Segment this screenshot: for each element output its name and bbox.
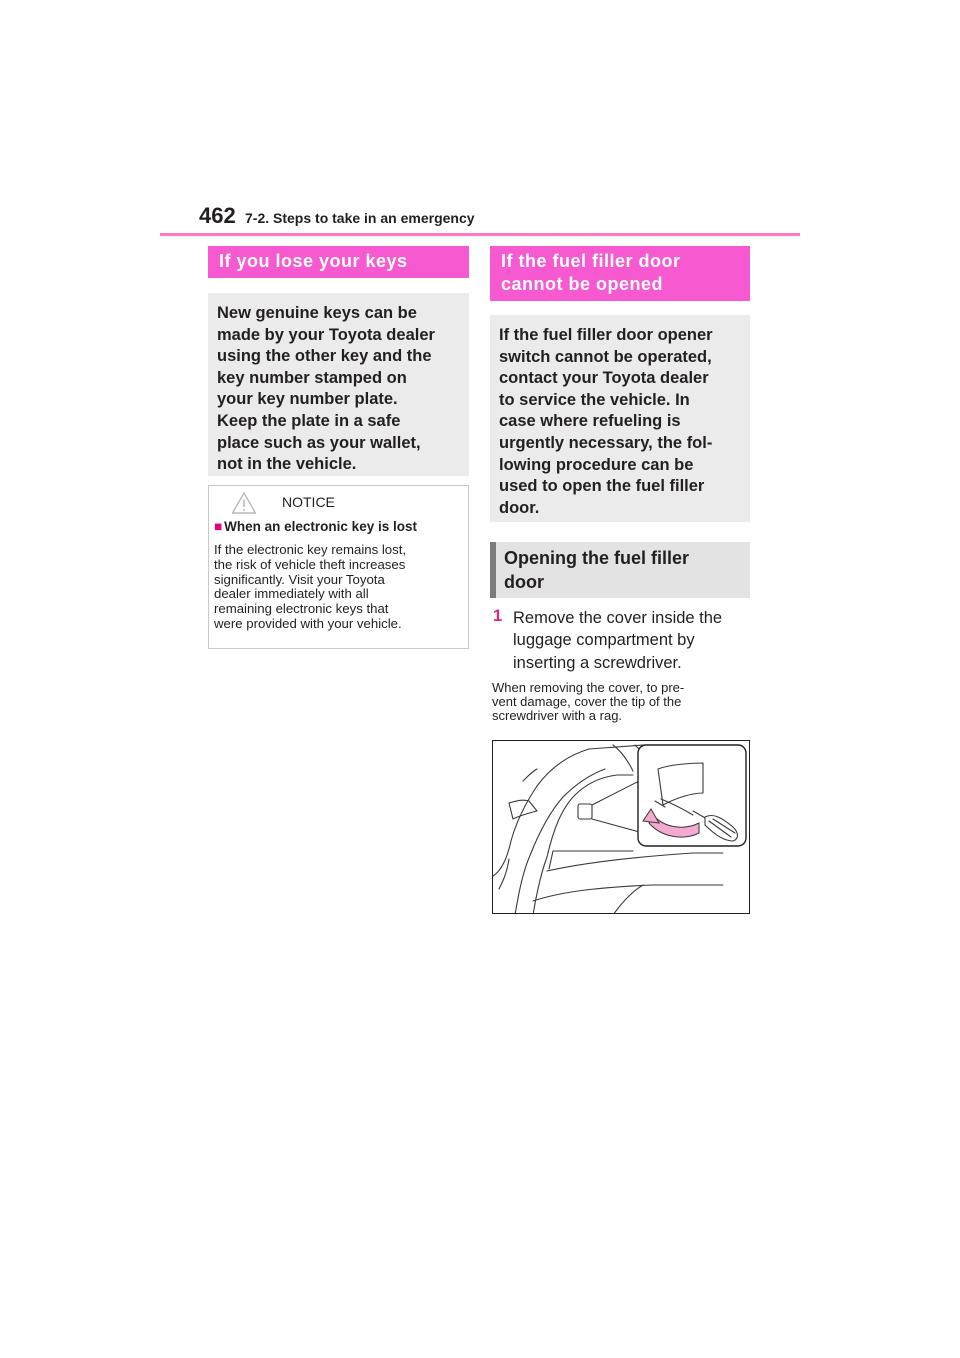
warning-triangle-icon	[231, 491, 257, 515]
notice-body	[214, 543, 466, 632]
square-bullet-icon: ■	[214, 519, 223, 534]
step-text	[513, 607, 753, 674]
lose-keys-line: New genuine keys can be	[217, 304, 417, 322]
subheading-line: Opening the fuel filler	[504, 548, 690, 568]
notice-line: the risk of vehicle theft increases	[214, 556, 406, 572]
fuel-door-line: If the fuel filler door opener	[499, 326, 713, 344]
fuel-door-line: case where refueling is	[499, 412, 681, 431]
page-number: 462	[199, 203, 236, 228]
fuel-door-heading-line: If the fuel filler door	[501, 251, 681, 271]
luggage-compartment-illustration	[492, 740, 750, 914]
fuel-door-line: urgently necessary, the fol-	[499, 433, 713, 452]
lose-keys-line: key number stamped on	[217, 368, 407, 387]
fuel-door-summary	[490, 315, 750, 522]
fuel-door-line: switch cannot be operated,	[499, 347, 712, 366]
note-line: screwdriver with a rag.	[492, 708, 623, 723]
lose-keys-summary	[208, 293, 469, 476]
note-line: vent damage, cover the tip of the	[492, 694, 682, 709]
step-line: luggage compartment by	[513, 631, 695, 650]
lose-keys-line: place such as your wallet,	[217, 433, 421, 452]
notice-line: were provided with your vehicle.	[214, 615, 402, 631]
fuel-door-heading	[490, 246, 750, 301]
lose-keys-line: your key number plate.	[217, 390, 398, 409]
fuel-door-heading-line: cannot be opened	[501, 274, 664, 294]
opening-fuel-door-subheading	[490, 542, 750, 598]
note-line: When removing the cover, to pre-	[492, 680, 685, 695]
lose-keys-heading: If you lose your keys	[208, 246, 469, 278]
fuel-door-line: door.	[499, 498, 540, 517]
luggage-compartment-drawing	[493, 741, 750, 914]
notice-subheading	[214, 519, 417, 534]
lose-keys-line: using the other key and the	[217, 347, 432, 366]
subheading-line: door	[504, 572, 544, 592]
step-note	[492, 681, 750, 723]
notice-title: NOTICE	[282, 494, 335, 510]
step-line: Remove the cover inside the	[513, 609, 723, 627]
lose-keys-line: Keep the plate in a safe	[217, 411, 401, 430]
fuel-door-line: used to open the fuel filler	[499, 477, 705, 496]
step-number: 1	[493, 607, 503, 625]
lose-keys-line: not in the vehicle.	[217, 455, 357, 474]
notice-subheading-text: When an electronic key is lost	[224, 519, 417, 534]
lose-keys-line: made by your Toyota dealer	[217, 325, 435, 344]
fuel-door-line: lowing procedure can be	[499, 455, 694, 474]
step-line: inserting a screwdriver.	[513, 653, 682, 672]
fuel-door-line: to service the vehicle. In	[499, 390, 690, 409]
notice-line: remaining electronic keys that	[214, 601, 389, 617]
header-rule	[160, 233, 800, 236]
notice-line: dealer immediately with all	[214, 586, 369, 602]
notice-box	[208, 485, 469, 649]
fuel-door-line: contact your Toyota dealer	[499, 369, 709, 388]
notice-line: significantly. Visit your Toyota	[214, 571, 385, 587]
section-title: 7-2. Steps to take in an emergency	[245, 210, 475, 226]
notice-line: If the electronic key remains lost,	[214, 542, 407, 557]
